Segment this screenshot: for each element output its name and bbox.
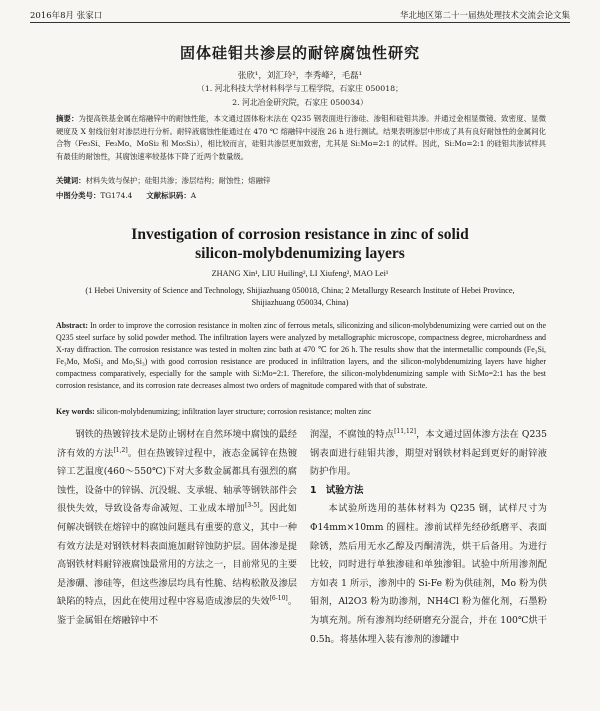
authors-en: ZHANG Xin¹, LIU Huiling², LI Xiufeng², MAO Lei¹ [211,269,389,278]
citation-2: [3-5] [245,502,260,510]
affiliation-cn-2: 2. 河北冶金研究院，石家庄 050034） [232,98,368,107]
keywords-en-text: silicon-molybdenumizing; infiltration layer structure; corrosion resistance; molten zinc [96,407,372,416]
classification-cn [56,190,546,201]
clc-value: TG174.4 [100,191,133,200]
keywords-cn-text: 材料失效与保护；硅钼共渗；渗层结构；耐蚀性；熔融锌 [85,176,271,185]
header-left: 2016年8月 张家口 [30,11,103,21]
intro-text-3: 。因此如何解决钢铁在熔锌中的腐蚀问题具有重要的意义，其中一种有效方法是对钢铁材料表面施加耐锌蚀防护层。固体渗是提高钢铁材料耐锌液腐蚀最常用的方法之一，目前常见的主要是渗硼、渗硅等，但这些渗层均具有性脆、结构松散及渗层缺陷的特点，因此在使用过程中容易造成渗层的失效 [57,503,297,608]
section-heading-1: 1 试验方法 [310,484,364,496]
intro-text-4: 。鉴于金属钼在熔融锌中不 [57,596,298,626]
header-right: 华北地区第二十一届热处理技术交流会论文集 [399,11,570,21]
abstract-cn-label: 摘要： [56,114,79,123]
title-en-line-1: Investigation of corrosion resistance in zinc of solid [131,226,469,243]
citation-4: [11,12] [394,427,416,435]
abstract-en-label: Abstract: [56,321,88,330]
title-cn: 固体硅钼共渗层的耐锌腐蚀性研究 [179,44,420,62]
abstract-cn [56,113,546,163]
cont-text-2: ，本文通过固体渗方法在 Q235 钢表面进行硅钼共渗，期望对钢铁材料起到更好的耐锌液防护作用。 [310,429,547,478]
intro-paragraph [57,426,297,631]
doc-code-value: A [190,191,197,200]
keywords-en [56,407,546,416]
abstract-en-text: In order to improve the corrosion resistance in molten zinc of ferrous metals, siliconizing and silicon-molybdenumizing were carried out on the Q235 steel surface by solid powder method. The infiltration layers were analyzed by metallographic microscope, compactness degree, microhardness and X-ray diffraction. The corrosion resistance was tested in molten zinc bath at 470 ℃ for 26 h. The results show that the intermetallic compounds (Fe₃Si, Fe₃Mo, MoSi₂ and Mo₅Si₃) with good corrosion resistance are produced in infiltration layers, and the silicon-molybdenumizing layers have higher compactness comparatively, especially for the sample with Si:Mo=2:1. Therefore, the silicon-molybdenumizing sample with Si:Mo=2:1 has the best corrosion resistance, and its corrosion rate decreases almost two orders of magnitude compared with that of substrate. [56,321,547,391]
authors-cn: 张欣¹，刘汇玲²，李秀峰²，毛磊¹ [237,71,363,81]
intro-text-1: 钢铁的热镀锌技术是防止钢材在自然环境中腐蚀的最经济有效的方法 [57,429,297,459]
keywords-cn-label: 关键词： [56,176,86,185]
body-column-left [57,426,297,631]
citation-3: [6-10] [269,595,288,603]
cont-text-1: 润湿，不腐蚀的特点 [310,429,395,440]
clc-label: 中图分类号： [56,191,101,200]
affiliation-en: (1 Hebei University of Science and Technology, Shijiazhuang 050018, China; 2 Metallurgy Research Institute of Hebei Province, Shijiazhuang 050034, China) [85,286,515,307]
doc-code-label: 文献标识码： [146,191,191,200]
affiliation-cn-1: （1. 河北科技大学材料科学与工程学院，石家庄 050018； [197,84,403,93]
abstract-cn-text: 为提高铁基金属在熔融锌中的耐蚀性能，本文通过固体粉末法在 Q235 钢表面进行渗硅、渗钼和硅钼共渗。并通过金相显微镜、致密度、显微硬度及 X 射线衍射对渗层进行分析。耐锌液腐蚀性能通过在 470 ℃ 熔融锌中浸泡 26 h 进行测试。结果表明渗层中形成了具有良好耐蚀性的金属间化合物（Fe₃Si、Fe₃Mo、MoSi₂ 和 Mo₅Si₃），相比较而言，硅钼共渗层更加致密，尤其是 Si:Mo=2:1 的试样。因此，Si:Mo=2:1 的硅钼共渗试样具有最佳的耐蚀性，其腐蚀速率较基体下降了近两个数量级。 [56,114,546,161]
body-column-right [310,426,547,649]
header-rule [30,22,570,23]
keywords-cn [56,175,546,186]
abstract-en [56,320,546,393]
intro-continuation [310,426,547,482]
method-paragraph: 本试验所选用的基体材料为 Q235 钢，试样尺寸为 Φ14mm×10mm 的圆柱。渗前试样先经砂纸磨平、表面除锈，然后用无水乙醇及丙酮清洗，烘干后备用。为进行比较，同时进行单独渗硅和单独渗钼。试验中所用渗剂配方如表 1 所示，渗剂中的 Si-Fe 粉为供硅剂，Mo 粉为供钼剂，Al2O3 粉为助渗剂，NH4Cl 粉为催化剂，石墨粉为填充剂。所有渗剂均经研磨充分混合，并在 100℃烘干 0.5h。将基体埋入装有渗剂的渗罐中 [310,503,547,645]
citation-1: [1,2] [113,446,128,454]
title-en [0,225,600,263]
keywords-en-label: Key words: [56,407,95,416]
intro-text-2: 。但在热镀锌过程中，液态金属锌在热镀锌工艺温度(460～550℃)下对大多数金属都具有强烈的腐蚀性，设备中的锌锅、沉没辊、支承辊、轴承等钢铁部件会很快失效，导致设备寿命减短、工业成本增加 [57,447,298,515]
title-en-line-2: silicon-molybdenumizing layers [195,245,405,262]
running-header [30,7,570,21]
